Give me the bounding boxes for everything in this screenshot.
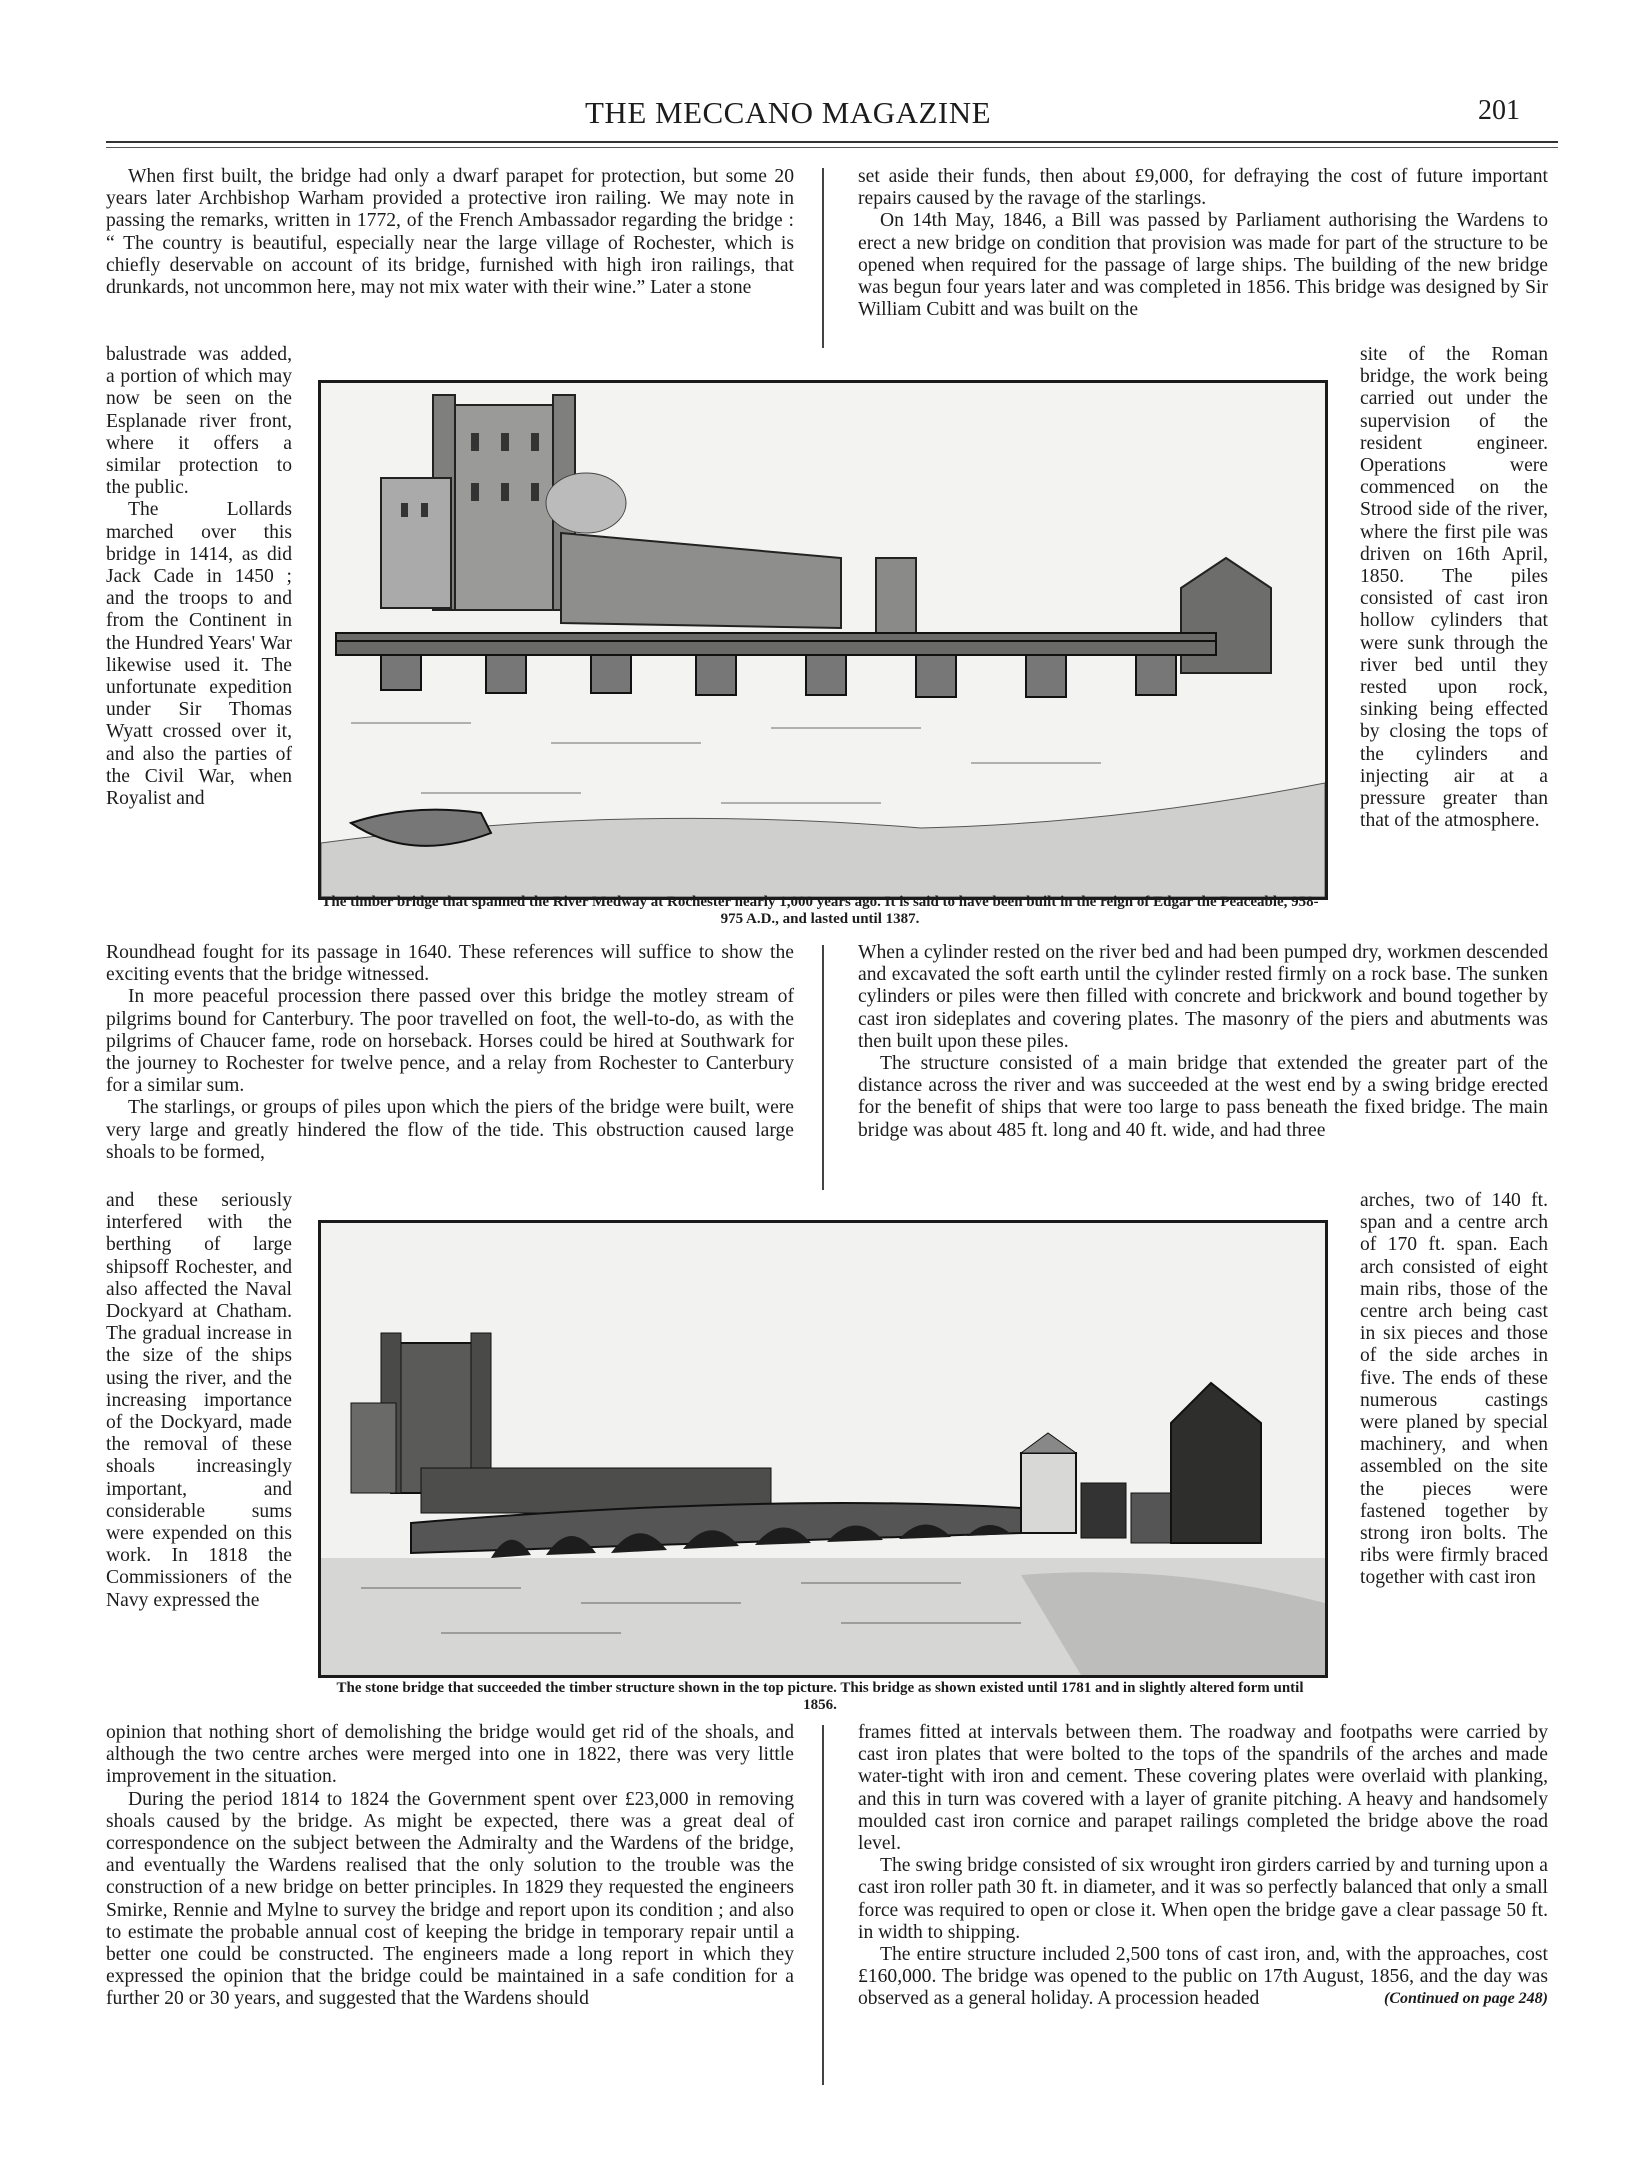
timber-bridge-illustration	[318, 380, 1328, 900]
column-divider-top	[822, 168, 824, 348]
bottom-figure-caption: The stone bridge that succeeded the timber structure shown in the top picture. This bridge as shown existed until 1781 and in slightly altered form until 1856.	[336, 1680, 1304, 1713]
paragraph: Roundhead fought for its passage in 1640. These references will suffice to show the exciting events that the bridge witnessed.	[106, 942, 794, 986]
stone-bridge-drawing	[321, 1223, 1325, 1675]
paragraph: The structure consisted of a main bridge that extended the greater part of the distance across the river and was succeeded at the west end by a swing bridge erected for the benefit of ships that were too large to pass beneath the fixed bridge. The main bridge was about 485 ft. long and 40 ft. wide, and had three	[858, 1053, 1548, 1141]
paragraph: In more peaceful procession there passed over this bridge the motley stream of pilgrims bound for Canterbury. The poor travelled on foot, the well-to-do, as with the pilgrims of Chaucer fame, rode on horseback. Horses could be hired at Southwark for the journey to Rochester for twelve pence, and a relay from Rochester to Canterbury for a similar sum.	[106, 986, 794, 1097]
top-figure-caption: The timber bridge that spanned the River Medway at Rochester nearly 1,000 years ago. It is said to have been built in the reign of Edgar the Peaceable, 958-975 A.D., and lasted until 1387.	[321, 894, 1319, 927]
right-column-bottom	[858, 1722, 1548, 2011]
paragraph: On 14th May, 1846, a Bill was passed by Parliament authorising the Wardens to erect a new bridge on condition that provision was made for part of the structure to be opened when required for the passage of large ships. The building of the new bridge was begun four years later and was completed in 1856. This bridge was designed by Sir William Cubitt and was built on the	[858, 210, 1548, 321]
right-column-top	[858, 166, 1548, 321]
left-column-narrow-2	[106, 1190, 292, 1612]
paragraph: opinion that nothing short of demolishing the bridge would get rid of the shoals, and although the two centre arches were merged into one in 1822, there was very little improvement in the situation.	[106, 1722, 794, 1788]
paragraph: During the period 1814 to 1824 the Government spent over £23,000 in removing shoals caused by the bridge. As might be expected, there was a great deal of correspondence on the subject between the Admiralty and the Wardens of the bridge, and eventually the Wardens realised that the only solution to the trouble was the construction of a new bridge on better principles. In 1829 they requested the engineers Smirke, Rennie and Mylne to survey the bridge and report upon its condition ; and also to estimate the probable annual cost of keeping the bridge in temporary repair until a better one could be constructed. The engineers made a long report in which they expressed the opinion that the bridge could be maintained in a safe condition for a further 20 or 30 years, and suggested that the Wardens should	[106, 1788, 794, 2010]
header-rule-thin	[106, 147, 1558, 148]
left-column-middle	[106, 942, 794, 1164]
left-column-top	[106, 166, 794, 299]
right-column-narrow-1	[1360, 344, 1548, 832]
paragraph: and these seriously interfered with the berthing of large shipsoff Rochester, and also affected the Naval Dockyard at Chatham. The gradual increase in the size of the ships using the river, and the increasing importance of the Dockyard, made the removal of these shoals increasingly important, and considerable sums were expended on this work. In 1818 the Commissioners of the Navy expressed the	[106, 1190, 292, 1611]
right-column-narrow-2	[1360, 1190, 1548, 1590]
paragraph: When first built, the bridge had only a dwarf parapet for protection, but some 20 years later Archbishop Warham provided a protective iron railing. We may note in passing the remarks, written in 1772, of the French Ambassador regarding the bridge : “ The country is beautiful, especially near the large village of Rochester, which is chiefly deservable on account of its bridge, furnished with high iron railings, that drunkards, not uncommon here, may not mix water with their wine.” Later a stone	[106, 166, 794, 299]
paragraph: When a cylinder rested on the river bed and had been pumped dry, workmen descended and excavated the soft earth until the cylinder rested firmly on a rock base. The sunken cylinders or piles were then filled with concrete and brickwork and bound together by cast iron sideplates and covering plates. The masonry of the piers and abutments was then built upon these piles.	[858, 942, 1548, 1052]
paragraph: The starlings, or groups of piles upon which the piers of the bridge were built, were very large and greatly hindered the flow of the tide. This obstruction caused large shoals to be formed,	[106, 1097, 794, 1163]
page-number: 201	[1478, 95, 1520, 126]
paragraph: set aside their funds, then about £9,000, for defraying the cost of future important repairs caused by the ravage of the starlings.	[858, 166, 1548, 210]
header-rule	[106, 141, 1558, 143]
timber-bridge-drawing	[321, 383, 1325, 897]
left-column-narrow-1	[106, 344, 292, 810]
right-column-middle	[858, 942, 1548, 1142]
paragraph: The Lollards marched over this bridge in 1414, as did Jack Cade in 1450 ; and the troops to and from the Continent in the Hundred Years' War likewise used it. The unfortunate expedition under Sir Thomas Wyatt crossed over it, and also the parties of the Civil War, when Royalist and	[106, 499, 292, 810]
stone-bridge-illustration	[318, 1220, 1328, 1678]
paragraph: site of the Roman bridge, the work being carried out under the supervision of the resident engineer. Operations were commenced on the Strood side of the river, where the first pile was driven on 16th April, 1850. The piles consisted of cast iron hollow cylinders that were sunk through the river bed until they rested upon rock, sinking being effected by closing the tops of the cylinders and injecting air at a pressure greater than that of the atmosphere.	[1360, 344, 1548, 832]
left-column-bottom	[106, 1722, 794, 2011]
column-divider-bottom	[822, 1725, 824, 2085]
paragraph: The swing bridge consisted of six wrought iron girders carried by and turning upon a cast iron roller path 30 ft. in diameter, and it was so perfectly balanced that only a small force was required to open or close it. When open the bridge gave a clear passage 50 ft. in width to shipping.	[858, 1855, 1548, 1943]
paragraph: arches, two of 140 ft. span and a centre arch of 170 ft. span. Each arch consisted of eight main ribs, those of the centre arch being cast in six pieces and those of the side arches in five. The ends of these numerous castings were planed by special machinery, and when assembled on the site the pieces were fastened together by strong iron bolts. The ribs were firmly braced together with cast iron	[1360, 1190, 1548, 1589]
continued-note: (Continued on page 248)	[1383, 1990, 1548, 2008]
column-divider-middle	[822, 945, 824, 1190]
paragraph-text: The entire structure included 2,500 tons of cast iron, and, with the approaches, cost £160,000. The bridge was opened to the public on 17th August, 1856, and the day was observed as a general holiday. A procession headed	[858, 1944, 1548, 2010]
paragraph: frames fitted at intervals between them. The roadway and footpaths were carried by cast iron plates that were bolted to the tops of the spandrils of the arches and made water-tight with iron and cement. These covering plates were overlaid with planking, and this in turn was covered with a layer of granite pitching. A heavy and handsomely moulded cast iron cornice and parapet railings completed the bridge above the road level.	[858, 1722, 1548, 1855]
paragraph: balustrade was added, a portion of which may now be seen on the Esplanade river front, where it offers a similar protection to the public.	[106, 344, 292, 499]
paragraph	[858, 1944, 1548, 2011]
magazine-title: THE MECCANO MAGAZINE	[585, 95, 992, 130]
